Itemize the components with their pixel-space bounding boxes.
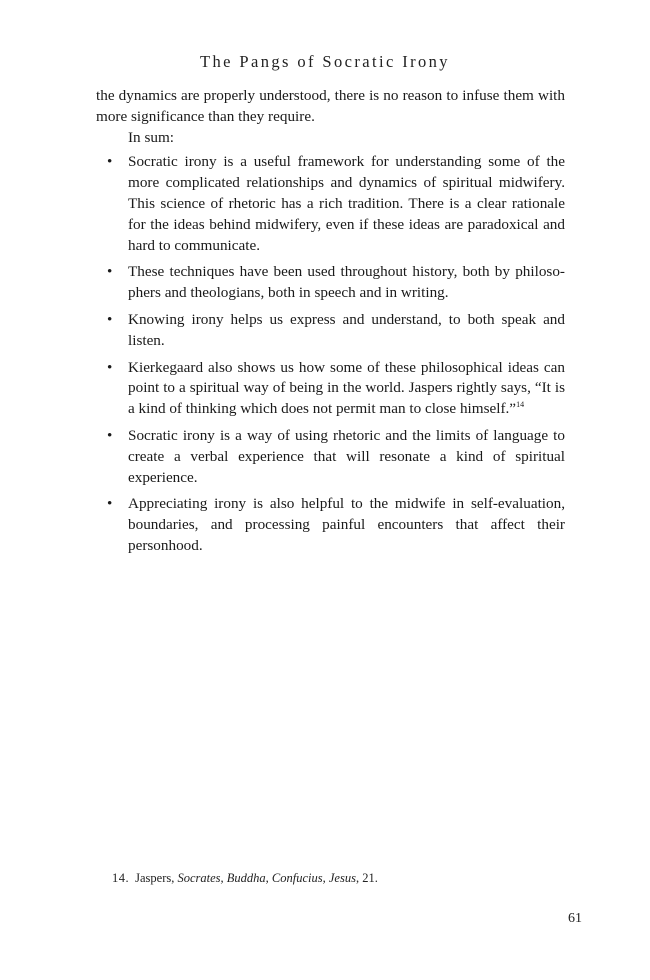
footnote bbox=[112, 871, 572, 886]
footnote-number: 14. bbox=[112, 871, 130, 885]
list-item-text: Kierkegaard also shows us how some of these philosophical ideas can point to a spiritual way of being in the world. Jaspers rightly says, “It is a kind of thinking which does not permit man to close himself.” bbox=[128, 358, 565, 418]
continuation-paragraph: the dynamics are properly understood, there is no reason to infuse them with more significance than they require. bbox=[96, 87, 565, 125]
footnote-author: Jaspers, bbox=[135, 871, 178, 885]
list-item bbox=[96, 262, 565, 304]
list-item-text: Socratic irony is a useful framework for understanding some of the more complicated relationships and dynamics of spiritual midwifery. This science of rhetoric has a rich tradition. There is a clear rationale for the ideas behind midwifery, even if these ideas are paradoxical and hard to communicate. bbox=[128, 153, 565, 254]
list-item-text: Knowing irony helps us express and understand, to both speak and listen. bbox=[128, 310, 565, 349]
bullet-icon: • bbox=[107, 310, 113, 328]
page-number: 61 bbox=[568, 911, 582, 926]
list-item-text: These techniques have been used throughout history, both by philoso-phers and theologians, both in speech and in writing. bbox=[128, 263, 565, 302]
running-head: The Pangs of Socratic Irony bbox=[200, 52, 450, 71]
list-item bbox=[96, 310, 565, 352]
footnote-reference[interactable]: 14 bbox=[516, 400, 525, 410]
bullet-icon: • bbox=[107, 426, 113, 444]
in-sum-line: In sum: bbox=[128, 128, 174, 146]
main-text bbox=[96, 86, 565, 563]
list-item bbox=[96, 494, 565, 556]
list-item bbox=[96, 152, 565, 256]
list-item bbox=[96, 358, 565, 420]
list-item-text: Appreciating irony is also helpful to the midwife in self-evaluation, boundaries, and processing painful encounters that affect their personhood. bbox=[128, 495, 565, 554]
bullet-icon: • bbox=[107, 263, 113, 281]
bullet-icon: • bbox=[107, 153, 113, 171]
footnote-pages: , 21. bbox=[355, 871, 378, 885]
list-item bbox=[96, 426, 565, 488]
summary-list bbox=[96, 152, 565, 556]
bullet-icon: • bbox=[107, 358, 113, 376]
list-item-text: Socratic irony is a way of using rhetoric and the limits of language to create a verbal experience that will resonate a kind of spiritual experience. bbox=[128, 426, 565, 486]
footnote-title: Socrates, Buddha, Confucius, Jesus bbox=[177, 871, 356, 885]
bullet-icon: • bbox=[107, 495, 113, 513]
